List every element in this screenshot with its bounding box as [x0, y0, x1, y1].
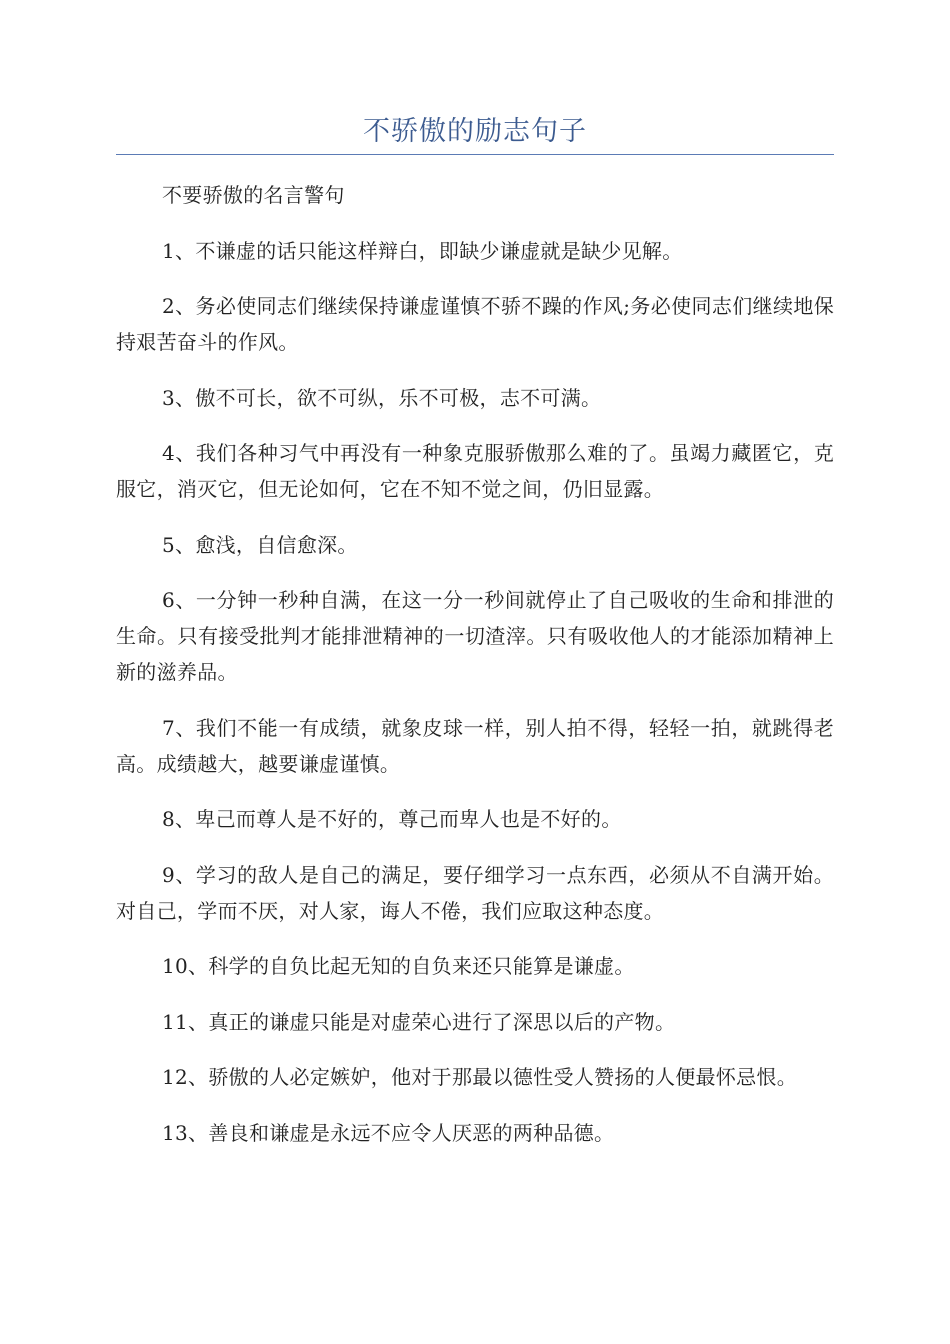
quote-paragraph: 1、不谦虚的话只能这样辩白，即缺少谦虚就是缺少见解。 [162, 238, 683, 263]
subtitle-paragraph: 不要骄傲的名言警句 [162, 183, 345, 207]
page-title: 不骄傲的励志句子 [363, 116, 587, 147]
quote-paragraph: 4、我们各种习气中再没有一种象克服骄傲那么难的了。虽竭力藏匿它，克服它，消灭它，但无论如何，它在不知不觉之间，仍旧显露。 [116, 441, 834, 501]
quote-paragraph: 12、骄傲的人必定嫉妒，他对于那最以德性受人赞扬的人便最怀忌恨。 [162, 1065, 798, 1089]
quote-paragraph: 7、我们不能一有成绩，就象皮球一样，别人拍不得，轻轻一拍，就跳得老高。成绩越大，越要谦虚谨慎。 [116, 715, 834, 776]
document-body [116, 177, 834, 1170]
quote-paragraph: 5、愈浅，自信愈深。 [162, 532, 358, 557]
quote-paragraph: 6、一分钟一秒种自满，在这一分一秒间就停止了自己吸收的生命和排泄的生命。只有接受批判才能排泄精神的一切渣滓。只有吸收他人的才能添加精神上新的滋养品。 [116, 588, 834, 684]
quote-paragraph: 9、学习的敌人是自己的满足，要仔细学习一点东西，必须从不自满开始。对自己，学而不厌，对人家，诲人不倦，我们应取这种态度。 [116, 862, 834, 923]
quote-paragraph: 13、善良和谦虚是永远不应令人厌恶的两种品德。 [162, 1120, 615, 1145]
quote-paragraph: 2、务必使同志们继续保持谦虚谨慎不骄不躁的作风;务必使同志们继续地保持艰苦奋斗的作风。 [116, 294, 834, 354]
quote-paragraph: 11、真正的谦虚只能是对虚荣心进行了深思以后的产物。 [162, 1009, 676, 1034]
quote-paragraph: 8、卑己而尊人是不好的，尊己而卑人也是不好的。 [162, 807, 622, 831]
quote-paragraph: 3、傲不可长，欲不可纵，乐不可极，志不可满。 [162, 385, 602, 410]
quote-paragraph: 10、科学的自负比起无知的自负来还只能算是谦虚。 [162, 954, 635, 978]
title-underline [116, 154, 834, 155]
